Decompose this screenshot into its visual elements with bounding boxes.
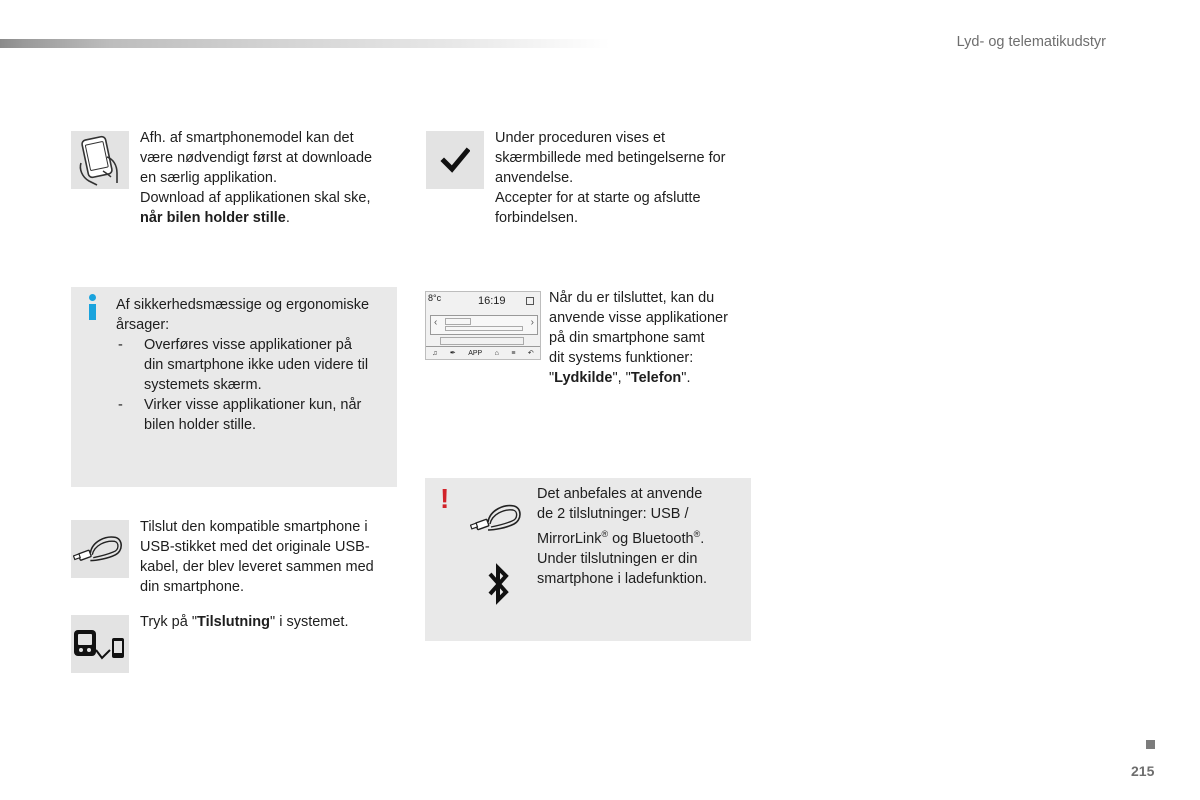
text-end: .	[285, 210, 290, 226]
text-line	[549, 368, 728, 388]
smartphone-app-text	[140, 128, 372, 228]
checkmark-icon	[440, 145, 470, 175]
screen-bar	[445, 318, 471, 325]
text-line: Tilslut den kompatible smartphone i	[140, 519, 368, 535]
text-line: Download af applikationen skal ske,	[140, 190, 371, 206]
list-dash: -	[118, 397, 123, 413]
pencil-icon: ✒	[449, 350, 456, 357]
usb-text	[140, 517, 374, 597]
smartphone-icon-box	[71, 131, 129, 189]
infotainment-screen	[425, 291, 541, 360]
text-line: Afh. af smartphonemodel kan det	[140, 130, 354, 146]
text-line: være nødvendigt først at downloade	[140, 150, 373, 166]
connect-text	[140, 612, 348, 632]
section-title: Lyd- og telematikudstyr	[956, 34, 1106, 50]
text-line: dit systems funktioner:	[549, 350, 694, 366]
text-line: bilen holder stille.	[144, 417, 257, 433]
list-item	[116, 335, 396, 395]
exclamation-icon: !	[440, 483, 450, 514]
screen-next-icon: ›	[530, 317, 534, 328]
info-text	[116, 295, 396, 435]
list-dash: -	[118, 337, 123, 353]
text-part: " i systemet.	[270, 614, 349, 630]
quote: ", "	[612, 370, 631, 386]
screen-bar	[440, 337, 524, 345]
bold-text: Lydkilde	[554, 370, 613, 386]
home-icon: ⌂	[494, 349, 499, 357]
text-line: Accepter for at starte og afslutte	[495, 190, 701, 206]
text-line: Virker visse applikationer kun, når	[144, 397, 362, 413]
text-line: Overføres visse applikationer på	[144, 337, 352, 353]
bold-text: Tilslutning	[196, 614, 271, 630]
screen-list-row	[430, 315, 538, 335]
back-icon: ↶	[527, 350, 534, 357]
text-line: din smartphone.	[140, 579, 244, 595]
text-line: de 2 tilslutninger: USB /	[537, 506, 689, 522]
text-line	[537, 524, 707, 549]
text-part: Tryk på "	[140, 614, 197, 630]
screen-bar	[445, 326, 523, 331]
text-line: forbindelsen.	[495, 210, 579, 226]
text-line: Det anbefales at anvende	[537, 486, 703, 502]
text-line: anvendelse.	[495, 170, 574, 186]
text-part: og Bluetooth	[608, 530, 694, 547]
text-line: smartphone i ladefunktion.	[537, 570, 708, 587]
usb-cable-icon	[470, 500, 526, 536]
text-line: Under proceduren vises et	[495, 130, 666, 146]
info-icon-stem	[89, 304, 96, 320]
usb-icon-box	[71, 520, 129, 578]
warning-text	[537, 484, 707, 589]
music-note-icon: ♫	[432, 349, 438, 357]
text-line: en særlig applikation.	[140, 170, 278, 186]
header-gradient-bar	[0, 39, 610, 48]
page-number: 215	[1131, 763, 1155, 779]
text-line: USB-stikket med det originale USB-	[140, 539, 370, 555]
text-line: Under tilslutningen er din	[537, 550, 698, 567]
info-icon-dot	[89, 294, 96, 301]
quote: "	[549, 370, 555, 386]
checkmark-icon-box	[426, 131, 484, 189]
car-phone-connection-icon	[72, 624, 128, 664]
text-line: systemets skærm.	[144, 377, 262, 393]
info-icon	[84, 292, 102, 322]
page-marker	[1146, 740, 1155, 749]
text-line: Af sikkerhedsmæssige og ergonomiske	[116, 297, 370, 313]
text-line	[140, 208, 372, 228]
text-line: på din smartphone samt	[549, 330, 705, 346]
checkmark-text	[495, 128, 726, 228]
quote: ".	[681, 370, 691, 386]
screen-text	[549, 288, 728, 388]
screen-time: 16:19	[478, 295, 506, 307]
text-part: MirrorLink	[537, 530, 602, 547]
screen-square-icon	[526, 297, 534, 305]
registered-mark: ®	[693, 529, 701, 539]
text-line: årsager:	[116, 317, 170, 333]
bluetooth-icon	[484, 562, 512, 606]
hand-holding-smartphone-icon	[73, 133, 127, 187]
list-item	[116, 395, 396, 435]
text-line: anvende visse applikationer	[549, 310, 728, 326]
screen-prev-icon: ‹	[434, 317, 438, 328]
screen-temperature: 8°c	[428, 293, 442, 303]
menu-icon: ≡	[511, 349, 516, 357]
text-line: kabel, der blev leveret sammen med	[140, 559, 374, 575]
info-list	[116, 335, 396, 435]
screen-toolbar	[426, 346, 540, 359]
text-line: skærmbillede med betingelserne for	[495, 150, 726, 166]
connect-icon-box	[71, 615, 129, 673]
usb-cable-icon	[73, 531, 127, 567]
text-line: din smartphone ikke uden videre til	[144, 357, 369, 373]
text-part: .	[700, 530, 705, 547]
app-label: APP	[468, 349, 483, 357]
bold-text: Telefon	[630, 370, 682, 386]
registered-mark: ®	[601, 529, 609, 539]
bold-text: når bilen holder stille	[140, 210, 286, 226]
text-line: Når du er tilsluttet, kan du	[549, 290, 715, 306]
